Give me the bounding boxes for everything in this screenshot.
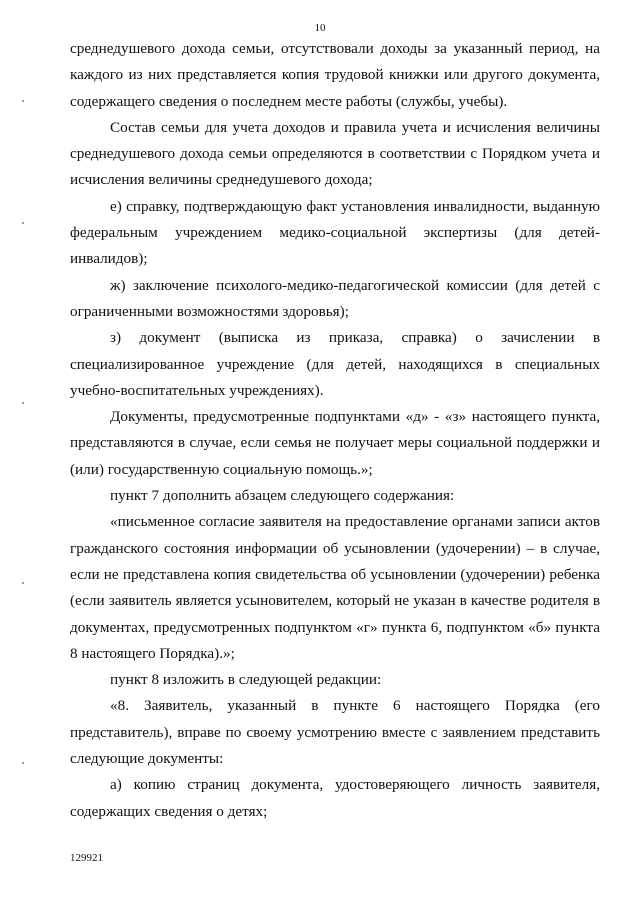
paragraph-item-a: а) копию страниц документа, удостоверяющего личность заявителя, содержащих сведения о детях; — [70, 776, 600, 820]
page-number: 10 — [314, 22, 326, 34]
paragraph-item-e: е) справку, подтверждающую факт установления инвалидности, выданную федеральным учреждением медико-социальной экспертизы (для детей-инвалидов); — [70, 197, 600, 268]
margin-mark — [22, 582, 24, 584]
paragraph-documents-note: Документы, предусмотренные подпунктами «д» - «з» настоящего пункта, представляются в случае, если семья не получает меры социальной поддержки и (или) государственную социальную помощь.»; — [70, 408, 600, 478]
margin-mark — [22, 402, 24, 404]
paragraph-item-zh: ж) заключение психолого-медико-педагогической комиссии (для детей с ограниченными возможностями здоровья); — [70, 276, 600, 320]
paragraph-family-composition: Состав семьи для учета доходов и правила учета и исчисления величины среднедушевого дохода семьи определяются в соответствии с Порядком учета и исчисления величины среднедушевого дохода; — [70, 118, 600, 189]
paragraph-written-consent: «письменное согласие заявителя на предоставление органами записи актов гражданского состояния информации об усыновлении (удочерении) – в случае, если не представлена копия свидетельства об усыновлении (удочерении) ребенка (если заявитель является усыновителем, который не указан в качестве родителя в документах, предусмотренных подпунктом «г» пункта 6, подпунктом «б» пункта 8 настоящего Порядка).»; — [70, 513, 600, 662]
paragraph-item-z: з) документ (выписка из приказа, справка) о зачислении в специализированное учреждение (для детей, находящихся в специальных учебно-воспитательных учреждениях). — [70, 329, 600, 399]
paragraph-clause-7: пункт 7 дополнить абзацем следующего содержания: — [110, 487, 455, 505]
document-code: 129921 — [70, 852, 103, 864]
margin-mark — [22, 762, 24, 764]
paragraph-clause-8: пункт 8 изложить в следующей редакции: — [110, 671, 382, 689]
margin-mark — [22, 222, 24, 224]
document-body — [70, 36, 600, 825]
paragraph-applicant-right: «8. Заявитель, указанный в пункте 6 настоящего Порядка (его представитель), вправе по своему усмотрению вместе с заявлением представить следующие документы: — [70, 697, 600, 768]
paragraph-continuation: среднедушевого дохода семьи, отсутствовали доходы за указанный период, на каждого из них представляется копия трудовой книжки или другого документа, содержащего сведения о последнем месте работы (службы, учебы). — [70, 40, 600, 110]
margin-mark — [22, 100, 24, 102]
